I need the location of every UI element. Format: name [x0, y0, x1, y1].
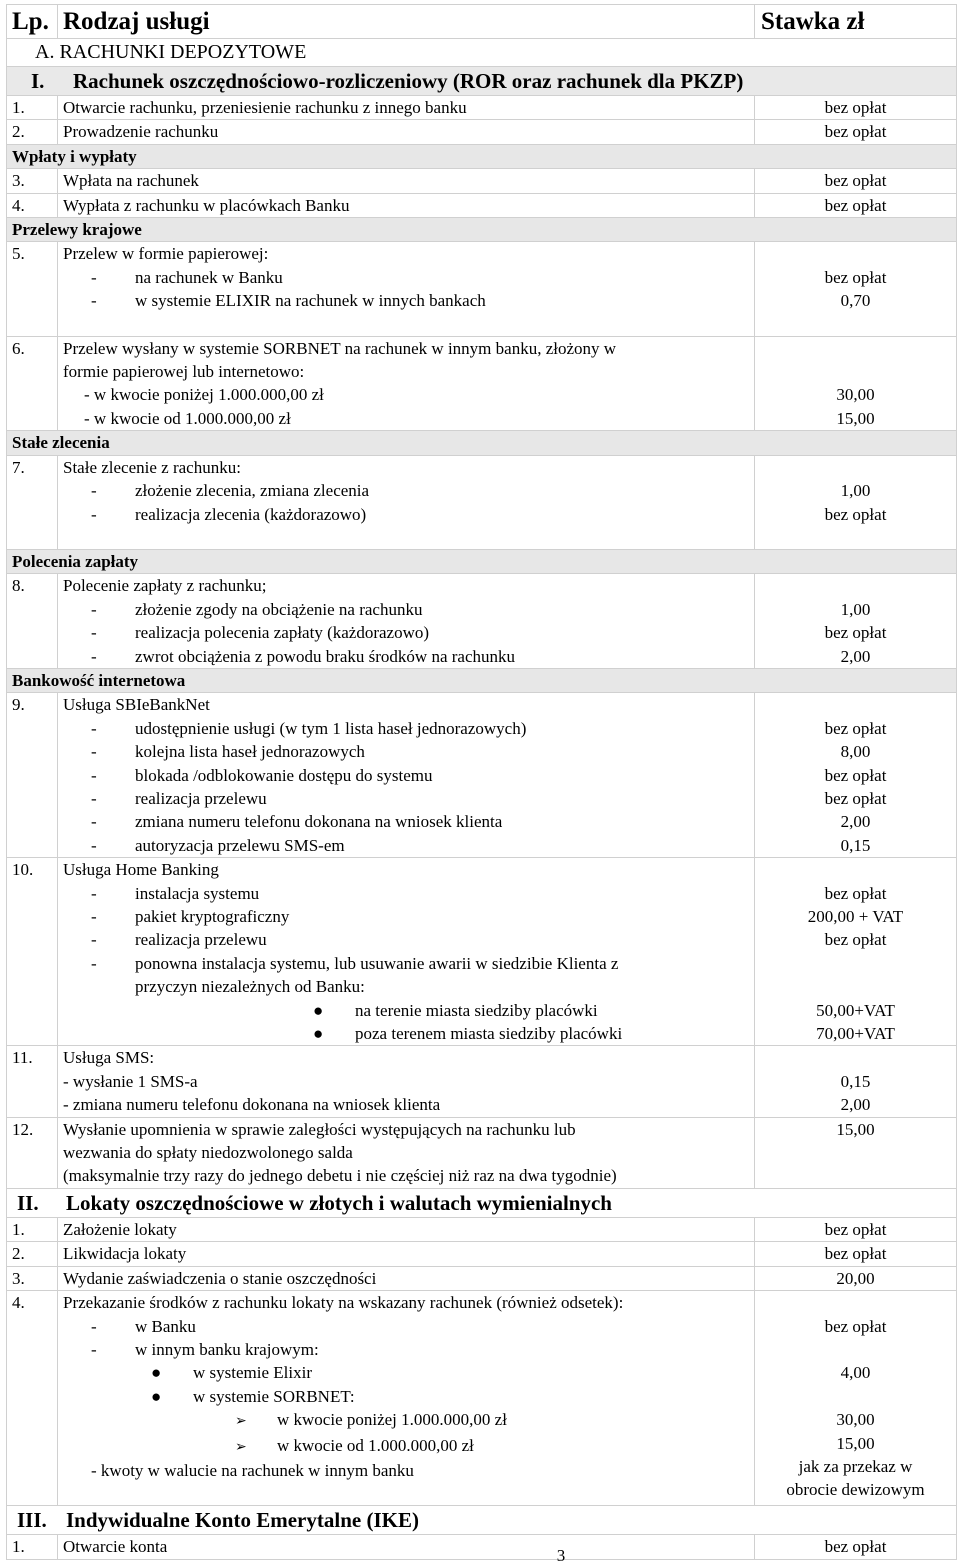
table-row: 7. Stałe zlecenie z rachunku: - złożenie zlecenia, zmiana zlecenia - realizacja zlecenia (każdorazowo) 1,00 bez opłat: [7, 455, 957, 549]
table-row: 4. Wypłata z rachunku w placówkach Banku bez opłat: [7, 193, 957, 217]
fee-table: [6, 4, 957, 1560]
table-row: 1. Otwarcie konta bez opłat: [7, 1535, 957, 1559]
section-title: Rachunek oszczędnościowo-rozliczeniowy (ROR oraz rachunek dla PKZP): [73, 69, 744, 93]
table-row: 9. Usługa SBIeBankNet - udostępnienie usługi (w tym 1 lista haseł jednorazowych) - kolejna lista haseł jednorazowych - blokada /odblokowanie dostępu do systemu - realizacja przelewu - zmiana numeru telefonu dokonana na wniosek klienta - autoryzacja przelewu SMS-em bez opłat 8,00 bez opłat bez opłat 2,00 0,15: [7, 693, 957, 858]
table-row: 1. Otwarcie rachunku, przeniesienie rachunku z innego banku bez opłat: [7, 96, 957, 120]
table-row: 2. Prowadzenie rachunku bez opłat: [7, 120, 957, 144]
table-row: 12. Wysłanie upomnienia w sprawie zaległości występujących na rachunku lub wezwania do spłaty niedozwolonego salda (maksymalnie trzy razy do jednego debetu i nie częściej niż raz na dwa tygodnie) 15,00: [7, 1117, 957, 1188]
arrow-bullet-icon: ➢: [235, 1413, 247, 1430]
section-a: A. RACHUNKI DEPOZYTOWE: [7, 39, 957, 67]
table-row: 11. Usługa SMS: - wysłanie 1 SMS-a - zmiana numeru telefonu dokonana na wniosek klienta 0,15 2,00: [7, 1046, 957, 1117]
table-row: 1. Założenie lokaty bez opłat: [7, 1217, 957, 1241]
table-row: 3. Wpłata na rachunek bez opłat: [7, 169, 957, 193]
table-row: 8. Polecenie zapłaty z rachunku; - złożenie zgody na obciążenie na rachunku - realizacja polecenia zapłaty (każdorazowo) - zwrot obciążenia z powodu braku środków na rachunku 1,00 bez opłat 2,00: [7, 574, 957, 669]
section-number: II.: [17, 1190, 39, 1215]
section-3-header: [7, 1506, 957, 1535]
table-row: 5. Przelew w formie papierowej: - na rachunek w Banku - w systemie ELIXIR na rachunek w innych bankach bez opłat 0,70: [7, 242, 957, 336]
table-row: 10. Usługa Home Banking - instalacja systemu - pakiet kryptograficzny - realizacja przelewu - ponowna instalacja systemu, lub usuwanie awarii w siedzibie Klienta z przyczyn niezależnych od Banku: ● na terenie miasta siedziby placówki ● poza terenem miasta siedziby placówki bez opłat 200,00 + VAT bez opłat 50,00+VAT 70,00+VAT: [7, 858, 957, 1046]
header-service: Rodzaj usługi: [58, 5, 755, 39]
category-row: Stałe zlecenia: [7, 431, 957, 455]
table-row: 3. Wydanie zaświadczenia o stanie oszczędności 20,00: [7, 1266, 957, 1290]
section-2-header: [7, 1188, 957, 1217]
section-1-header: [7, 67, 957, 96]
section-title: Indywidualne Konto Emerytalne (IKE): [66, 1508, 419, 1533]
table-row: 2. Likwidacja lokaty bez opłat: [7, 1242, 957, 1266]
page-number: 3: [556, 1546, 566, 1565]
section-number: III.: [17, 1508, 47, 1533]
table-row: 6. Przelew wysłany w systemie SORBNET na rachunek w innym banku, złożony w formie papierowej lub internetowo: - w kwocie poniżej 1.000.000,00 zł - w kwocie od 1.000.000,00 zł 30,00 15,00: [7, 336, 957, 431]
category-row: Przelewy krajowe: [7, 218, 957, 242]
category-row: Bankowość internetowa: [7, 668, 957, 692]
section-number: I.: [31, 69, 45, 93]
table-header: [7, 5, 957, 39]
arrow-bullet-icon: ➢: [235, 1438, 247, 1455]
section-title: Lokaty oszczędnościowe w złotych i walutach wymienialnych: [66, 1190, 612, 1215]
header-lp: Lp.: [7, 5, 58, 39]
header-rate: Stawka zł: [755, 5, 957, 39]
table-row: 4. Przekazanie środków z rachunku lokaty na wskazany rachunek (również odsetek): - w Banku - w innym banku krajowym: ● w systemie Elixir ● w systemie SORBNET: ➢ w kwocie poniżej 1.000.000,00 zł ➢ w kwocie od 1.000.000,00 zł - kwoty w walucie na rachunek w innym banku bez opłat 4,00 30,00 15,00 jak za przekaz w obrocie dewizowym: [7, 1291, 957, 1506]
category-row: Wpłaty i wypłaty: [7, 144, 957, 168]
category-row: Polecenia zapłaty: [7, 549, 957, 573]
